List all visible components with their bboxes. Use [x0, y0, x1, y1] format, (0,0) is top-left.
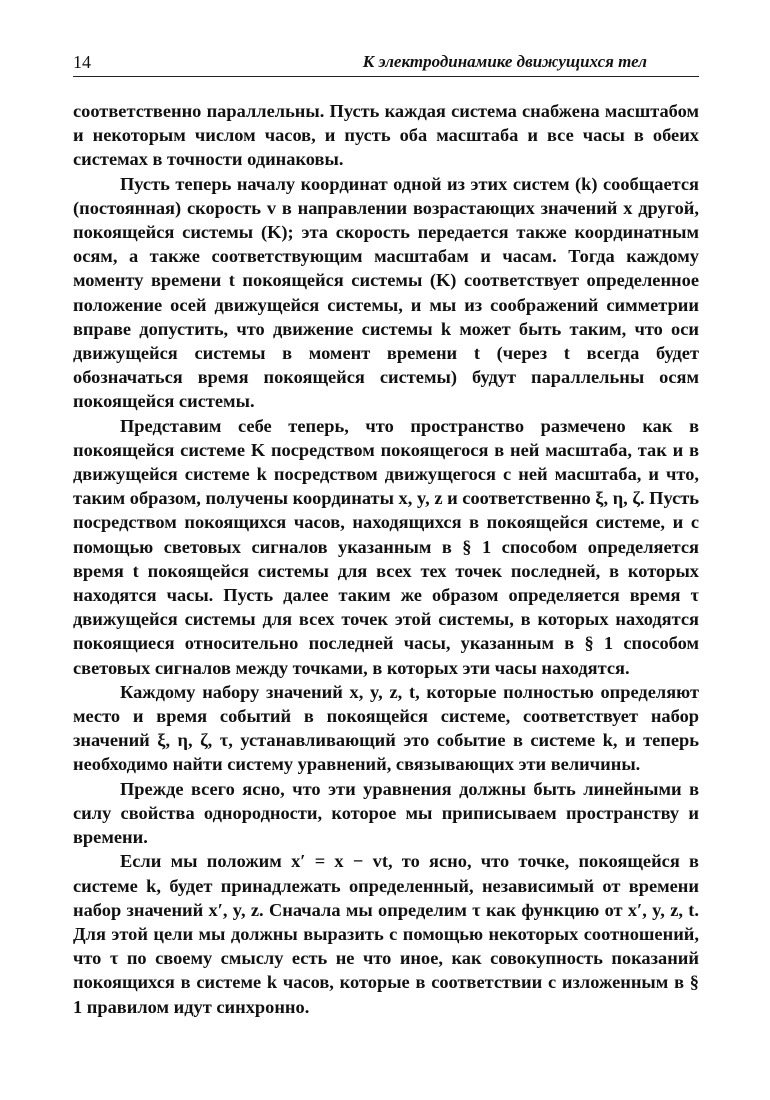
- paragraph: Пусть теперь началу координат одной из этих систем (k) сообщается (постоянная) скорость v в направлении возрастающих значений x другой, покоящейся системы (K); эта скорость передается также координатным осям, а также соответствующим масштабам и часам. Тогда каждому моменту времени t покоящейся системы (K) соответствует определенное положение осей движущейся системы, и мы из соображений симметрии вправе допустить, что движение системы k может быть таким, что оси движущейся системы в момент времени t (через t всегда будет обозначаться время покоящейся системы) будут параллельны осям покоящейся системы.: [73, 173, 699, 412]
- paragraph: Представим себе теперь, что пространство размечено как в покоящейся системе K посредством покоящегося в ней масштаба, так и в движущейся системе k посредством движущегося с ней масштаба, и что, таким образом, получены координаты x, y, z и соответственно ξ, η, ζ. Пусть посредством покоящихся часов, находящихся в покоящейся системе, и с помощью световых сигналов указанным в § 1 способом определяется время t покоящейся системы для всех тех точек последней, в которых находятся часы. Пусть далее таким же образом определяется время τ движущейся системы для всех точек этой системы, в которых находятся покоящиеся относительно последней часы, указанным в § 1 способом световых сигналов между точками, в которых эти часы находятся.: [73, 415, 699, 678]
- paragraph: Каждому набору значений x, y, z, t, которые полностью определяют место и время событий в покоящейся системе, соответствует набор значений ξ, η, ζ, τ, устанавливающий это событие в системе k, и теперь необходимо найти систему уравнений, связывающих эти величины.: [73, 681, 699, 775]
- paragraph: Если мы положим x′ = x − vt, то ясно, что точке, покоящейся в системе k, будет принадлежать определенный, независимый от времени набор значений x′, y, z. Сначала мы определим τ как функцию от x′, y, z, t. Для этой цели мы должны выразить с помощью некоторых соотношений, что τ по своему смыслу есть не что иное, как совокупность показаний покоящихся в системе k часов, которые в соответствии с изложенным в § 1 правилом идут синхронно.: [73, 851, 699, 1017]
- running-title: К электродинамике движущихся тел: [362, 52, 647, 71]
- body-text: [73, 99, 699, 1019]
- paragraph: соответственно параллельны. Пусть каждая система снабжена масштабом и некоторым числом часов, и пусть оба масштаба и все часы в обеих системах в точности одинаковы.: [73, 101, 699, 170]
- page-number: 14: [73, 52, 91, 72]
- paragraph: Прежде всего ясно, что эти уравнения должны быть линейными в силу свойства однородности, которое мы приписываем пространству и времени.: [73, 778, 699, 848]
- book-page: [73, 48, 699, 1019]
- running-head: [73, 48, 699, 77]
